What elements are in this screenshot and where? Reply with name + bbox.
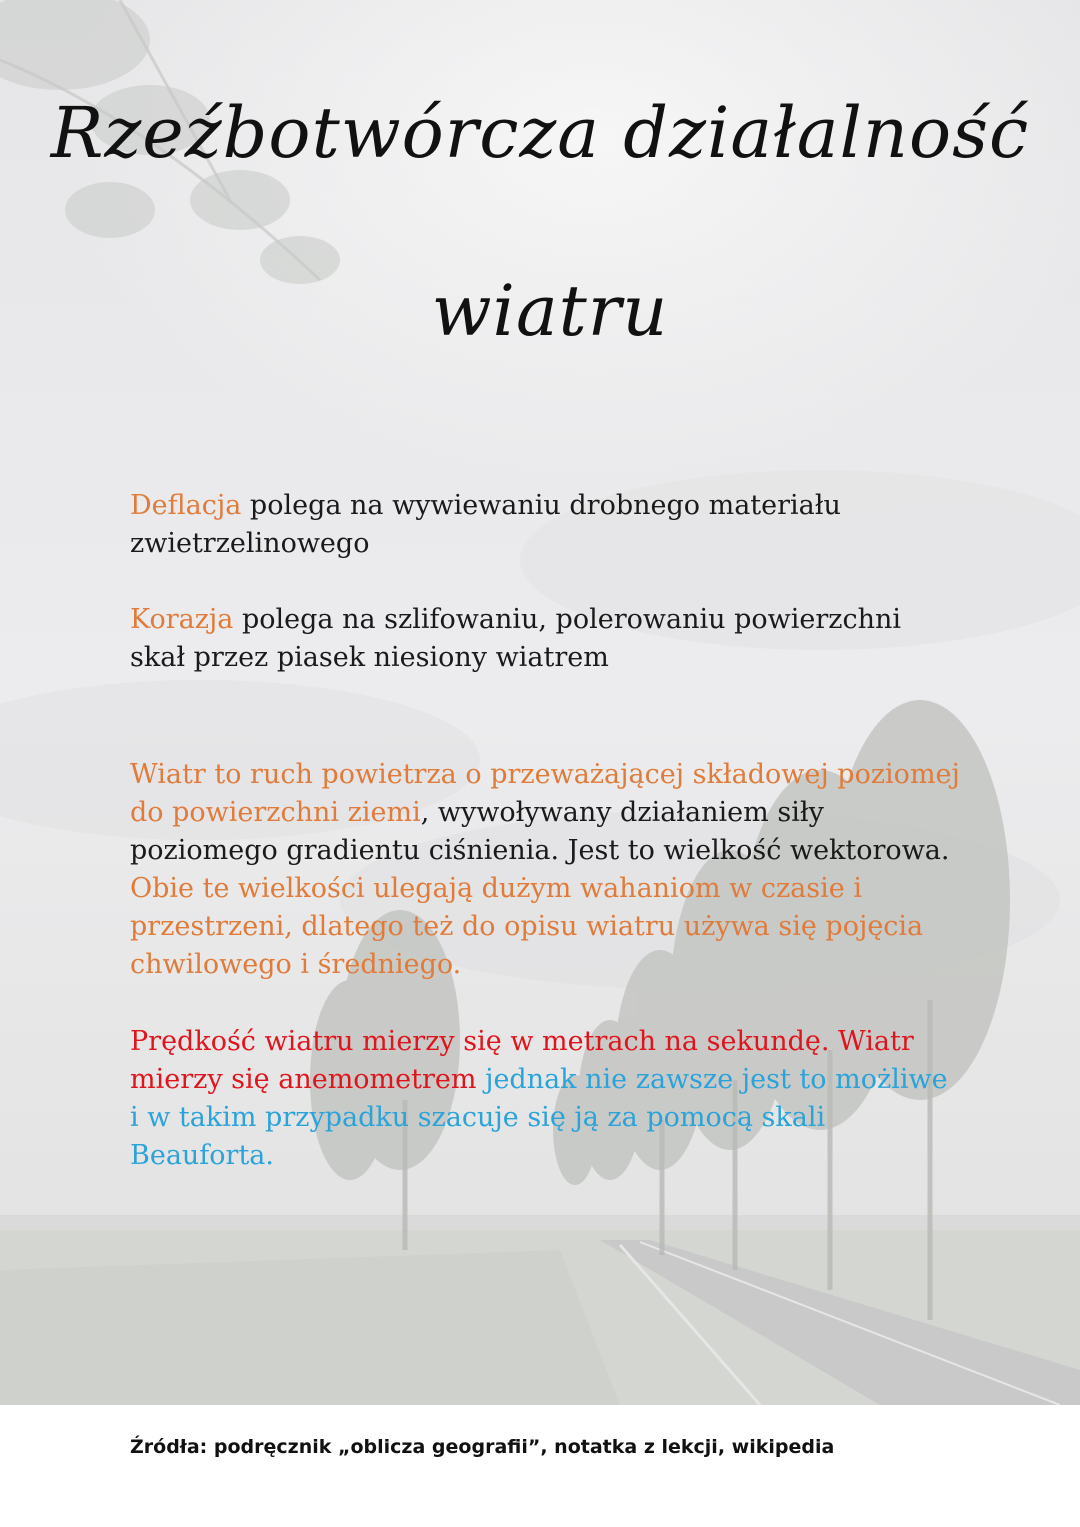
wiatr-definition-text: , wywoływany działaniem siły poziomego gradientu ciśnienia. Jest to wielkość wektorowa. [130,797,950,866]
paragraph-korazja [130,601,960,677]
paragraph-wiatr [130,756,960,984]
paragraph-deflacja [130,487,960,563]
definition-korazja: polega na szlifowaniu, polerowaniu powierzchni skał przez piasek niesiony wiatrem [130,604,902,673]
paragraph-predkosc [130,1023,960,1175]
predkosc-highlight: Prędkość wiatru mierzy się w metrach na sekundę. Wiatr mierzy się anemometrem [130,1026,914,1095]
beaufort-note: jednak nie zawsze jest to możliwe i w takim przypadku szacuje się ją za pomocą skali Beauforta. [130,1064,948,1171]
term-deflacja: Deflacja [130,490,242,521]
page-title-line-1: Rzeźbotwórcza działalność [50,92,1030,174]
term-korazja: Korazja [130,604,234,635]
wiatr-definition-highlight: Wiatr to ruch powietrza o przeważającej składowej poziomej do powierzchni ziemi [130,759,960,828]
sources-footer: Źródła: podręcznik „oblicza geografii”, notatka z lekcji, wikipedia [130,1436,835,1458]
wiatr-variation-highlight: Obie te wielkości ulegają dużym wahaniom w czasie i przestrzeni, dlatego też do opisu wiatru używa się pojęcia chwilowego i średniego. [130,873,924,980]
definition-deflacja: polega na wywiewaniu drobnego materiału zwietrzelinowego [130,490,841,559]
page-title-line-2: wiatru [431,270,669,352]
